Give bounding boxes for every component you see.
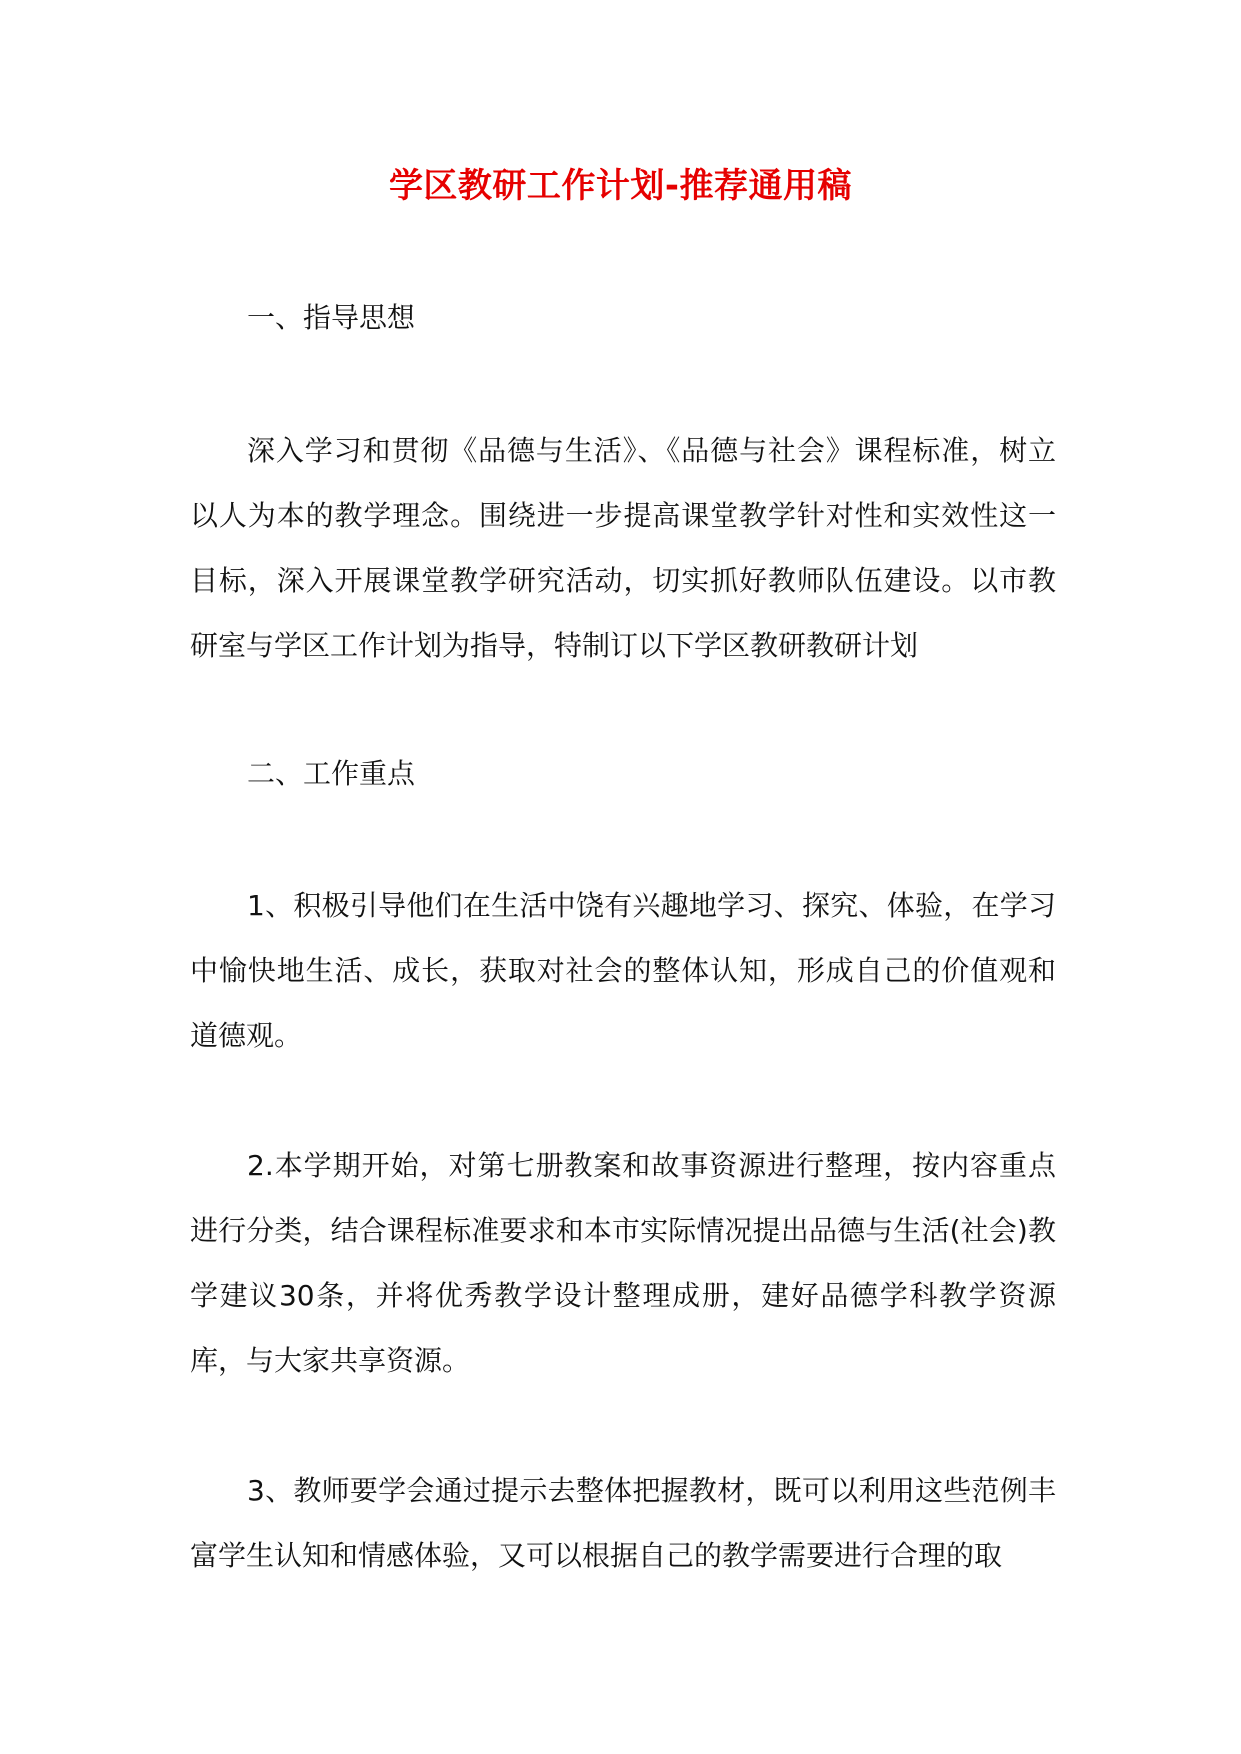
section-heading-guiding-ideology: 一、指导思想 bbox=[247, 301, 416, 334]
document-title: 学区教研工作计划-推荐通用稿 bbox=[388, 166, 853, 206]
paragraph-guiding-ideology: 深入学习和贯彻《品德与生活》、《品德与社会》课程标准，树立以人为本的教学理念。围绕进一步提高课堂教学针对性和实效性这一目标，深入开展课堂教学研究活动，切实抓好教师队伍建设。以市教研室与学区工作计划为指导，特制订以下学区教研教研计划 bbox=[190, 434, 1056, 662]
paragraph-item-2: 2.本学期开始，对第七册教案和故事资源进行整理，按内容重点进行分类，结合课程标准要求和本市实际情况提出品德与生活(社会)教学建议30条，并将优秀教学设计整理成册，建好品德学科教学资源库，与大家共享资源。 bbox=[190, 1149, 1056, 1377]
paragraph-item-3: 3、教师要学会通过提示去整体把握教材，既可以利用这些范例丰富学生认知和情感体验，又可以根据自己的教学需要进行合理的取 bbox=[190, 1474, 1056, 1572]
paragraph-item-1: 1、积极引导他们在生活中饶有兴趣地学习、探究、体验，在学习中愉快地生活、成长，获取对社会的整体认知，形成自己的价值观和道德观。 bbox=[190, 889, 1056, 1052]
section-heading-work-focus: 二、工作重点 bbox=[247, 757, 416, 790]
